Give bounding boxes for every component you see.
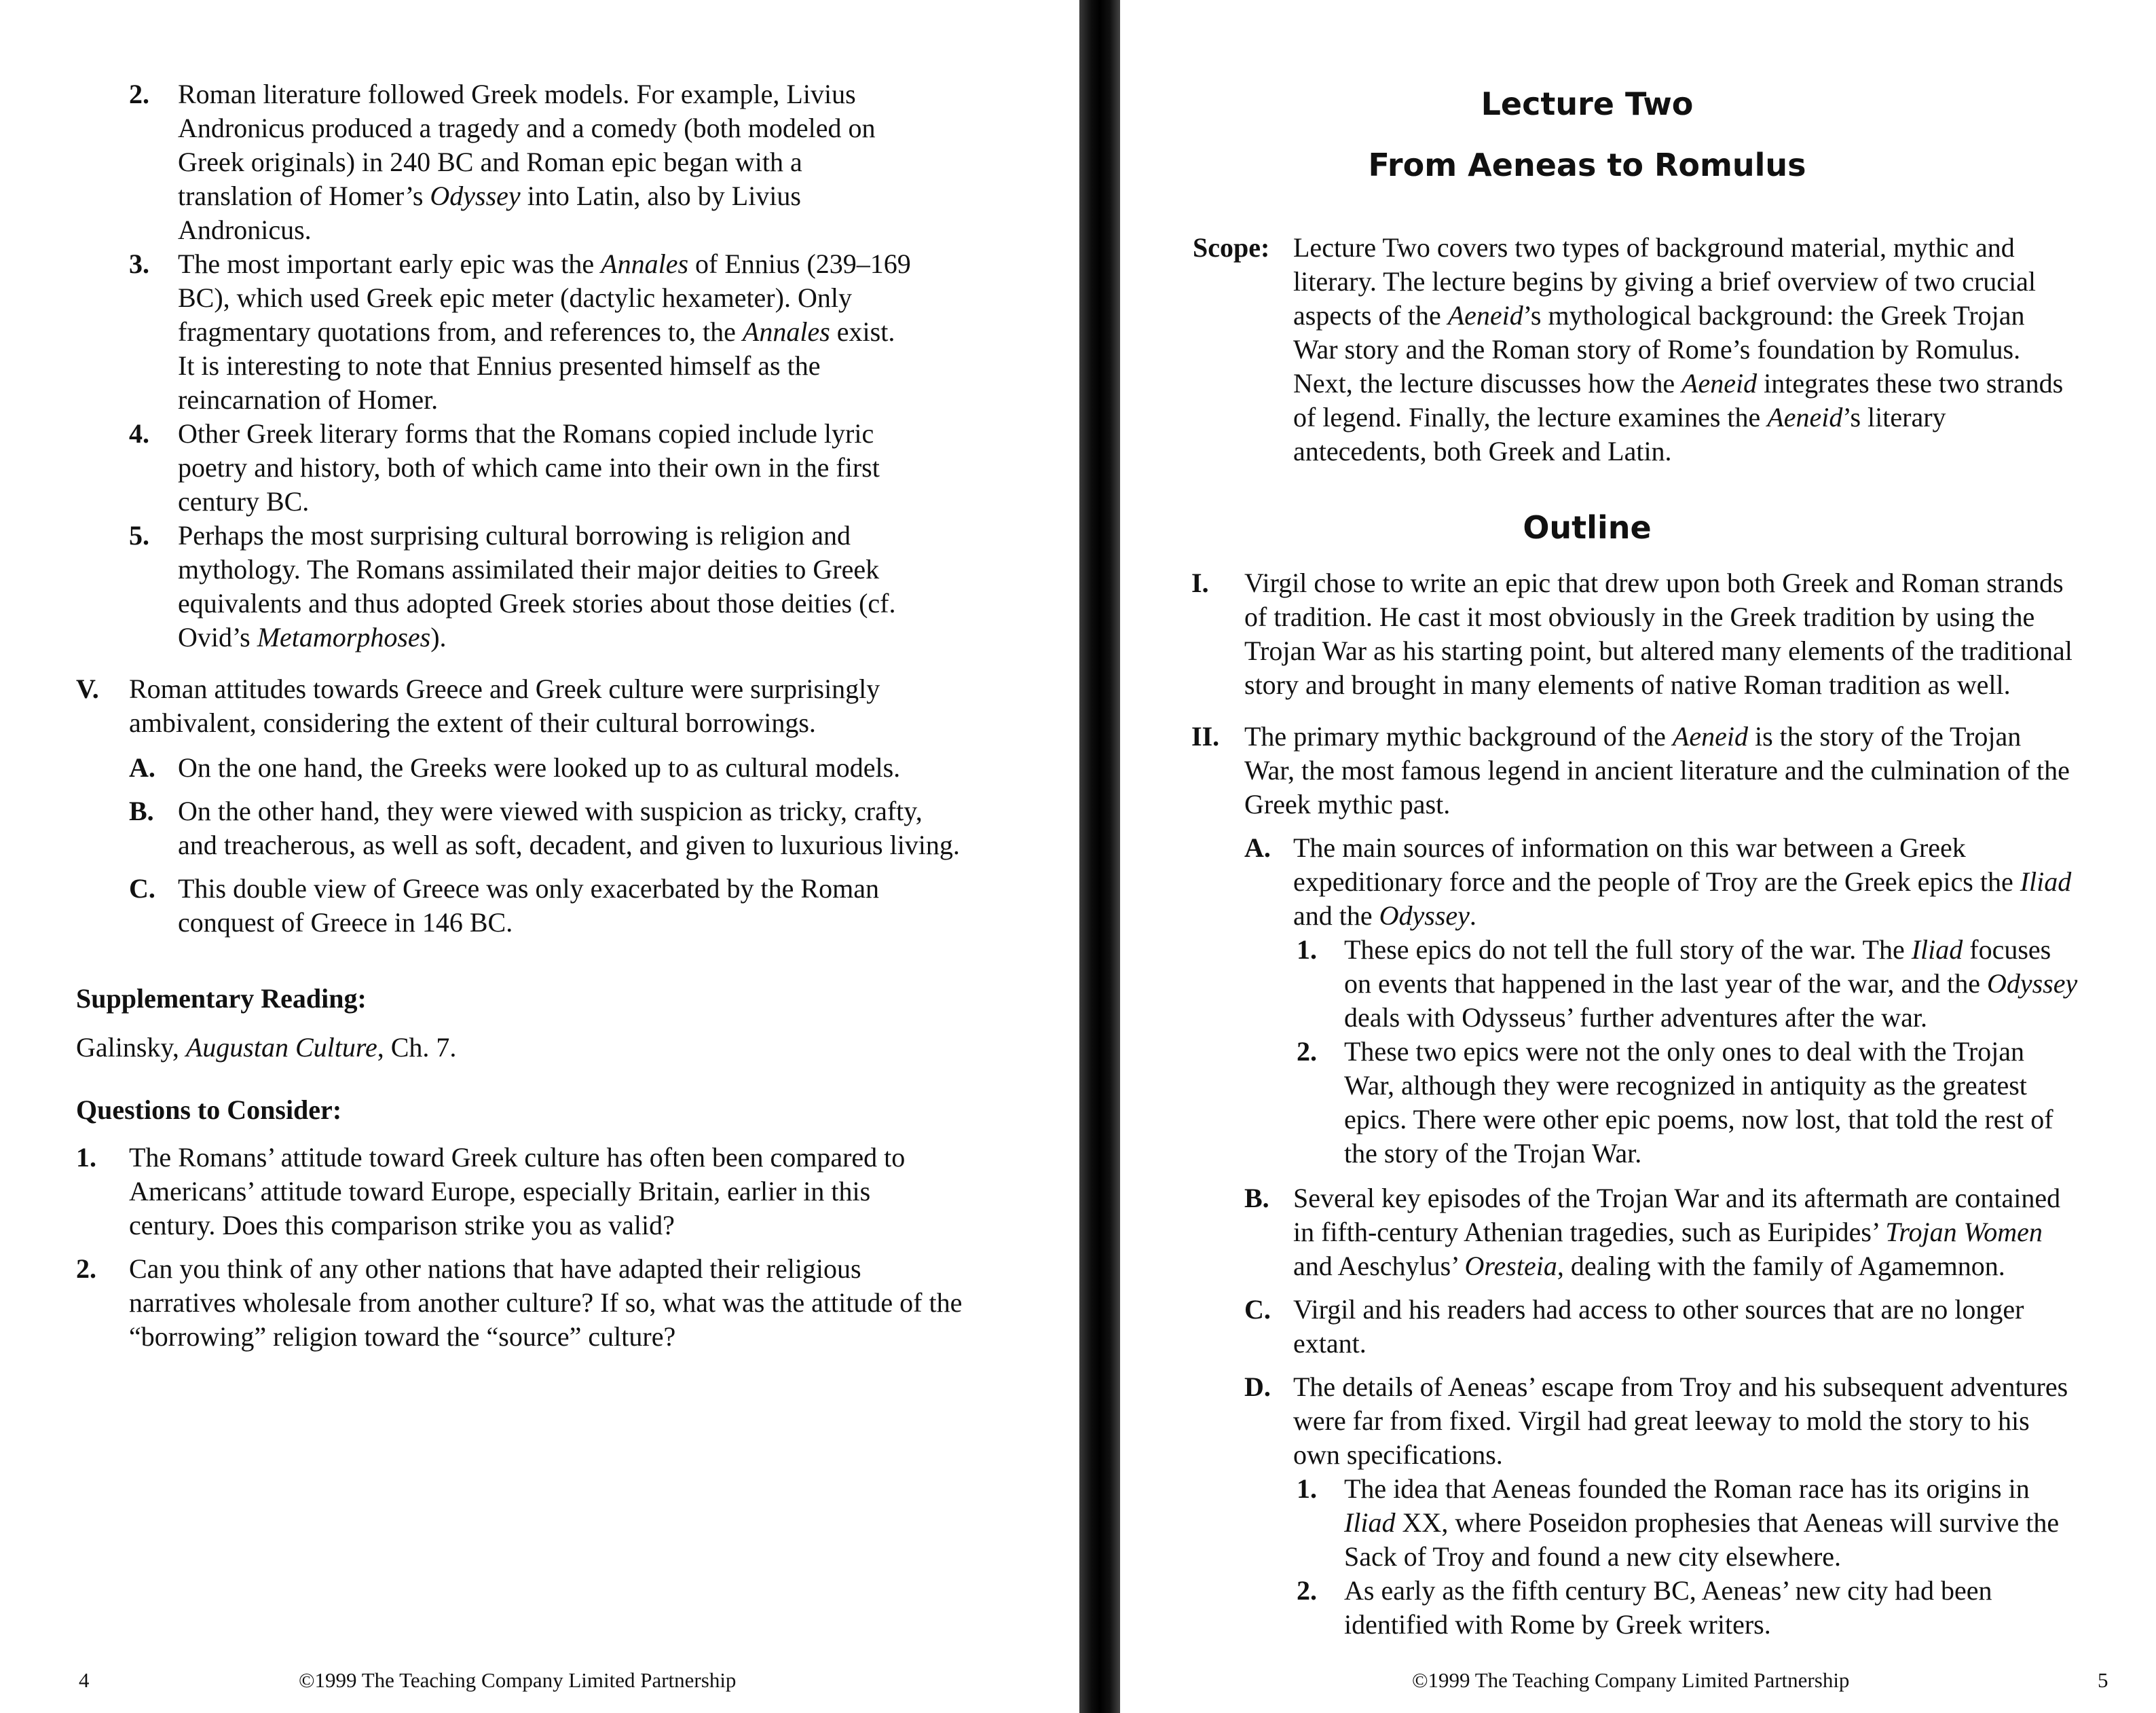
list-item: 2. These two epics were not the only ones to deal with the Trojan War, although they were recognized in antiquity as the greatest epics. There were other epic poems, now lost, that told the rest of the story of the Trojan War. xyxy=(1344,1035,2155,1171)
page-number: 5 xyxy=(2098,1668,2108,1692)
text-line: Several key episodes of the Trojan War and its aftermath are contained xyxy=(1293,1183,2061,1213)
text-line: As early as the fifth century BC, Aeneas’ new city had been xyxy=(1344,1575,1992,1606)
scope-block: Scope: Lecture Two covers two types of background material, mythic and literary. The lecture begins by giving a brief overview of two crucial aspects of the Aeneid’s mythological background: the Greek Trojan War story and the Roman story of Rome’s foundation by Romulus. Next, the lecture discusses how the Aeneid integrates these two strands of legend. Finally, the lecture examines the Aeneid’s literary antecedents, both Greek and Latin. xyxy=(1293,231,2149,468)
text-line: antecedents, both Greek and Latin. xyxy=(1293,436,1672,466)
text-line: Iliad XX, where Poseidon prophesies that Aeneas will survive the xyxy=(1344,1507,2060,1538)
text-line: BC), which used Greek epic meter (dactylic hexameter). Only xyxy=(178,282,852,313)
text-line: Ovid’s Metamorphoses). xyxy=(178,622,447,652)
text-line: translation of Homer’s Odyssey into Latin, also by Livius xyxy=(178,181,801,211)
list-item: 4. Other Greek literary forms that the Romans copied include lyric poetry and history, both of which came into their own in the first century BC. xyxy=(178,417,992,519)
text-line: on events that happened in the last year of the war, and the Odyssey xyxy=(1344,968,2078,999)
text-line: Andronicus. xyxy=(178,215,312,245)
text-line: On the one hand, the Greeks were looked up to as cultural models. xyxy=(178,752,901,783)
text-line: poetry and history, both of which came into their own in the first xyxy=(178,452,880,483)
questions-heading: Questions to Consider: xyxy=(76,1094,342,1125)
outline-heading: Outline xyxy=(1523,509,1652,546)
supplementary-reading-text: Galinsky, Augustan Culture, Ch. 7. xyxy=(76,1032,457,1063)
left-numbered-list xyxy=(129,77,992,655)
text-line: mythology. The Romans assimilated their major deities to Greek xyxy=(178,554,880,585)
text-line: Perhaps the most surprising cultural borrowing is religion and xyxy=(178,520,851,551)
page-number: 4 xyxy=(79,1668,90,1692)
text-line: equivalents and thus adopted Greek stories about those deities (cf. xyxy=(178,588,896,619)
text-line: These epics do not tell the full story of the war. The Iliad focuses xyxy=(1344,934,2051,965)
text-line: narratives wholesale from another culture? If so, what was the attitude of the xyxy=(129,1287,963,1318)
right-page xyxy=(1120,0,2156,1713)
list-item: 2. As early as the fifth century BC, Aeneas’ new city had been identified with Rome by Greek writers. xyxy=(1344,1574,2155,1642)
text-line: Americans’ attitude toward Europe, especially Britain, earlier in this xyxy=(129,1176,871,1207)
text-line: Roman literature followed Greek models. For example, Livius xyxy=(178,79,856,109)
text-line: fragmentary quotations from, and references to, the Annales exist. xyxy=(178,316,895,347)
text-line: were far from fixed. Virgil had great leeway to mold the story to his xyxy=(1293,1405,2030,1436)
text-line: the story of the Trojan War. xyxy=(1344,1138,1642,1168)
text-line: century. Does this comparison strike you as valid? xyxy=(129,1210,675,1240)
outline-item-c: C. Virgil and his readers had access to other sources that are no longer extant. xyxy=(1293,1293,2155,1361)
text-line: and treacherous, as well as soft, decadent, and given to luxurious living. xyxy=(178,830,960,860)
section-v: V. Roman attitudes towards Greece and Greek culture were surprisingly ambivalent, considering the extent of their cultural borrowings. xyxy=(129,672,1011,740)
text-line: Other Greek literary forms that the Romans copied include lyric xyxy=(178,418,874,449)
list-item: 1. These epics do not tell the full story of the war. The Iliad focuses on events that happened in the last year of the war, and the Odyssey deals with Odysseus’ further adventures after the war. xyxy=(1344,933,2155,1035)
text-line: story and brought in many elements of native Roman tradition as well. xyxy=(1244,669,2011,700)
list-item: 2. Can you think of any other nations that have adapted their religious narratives wholesale from another culture? If so, what was the attitude of the “borrowing” religion toward the “source” culture? xyxy=(129,1252,1011,1354)
list-item: B. On the other hand, they were viewed with suspicion as tricky, crafty, and treacherous, as well as soft, decadent, and given to luxurious living. xyxy=(178,794,1060,862)
section-v-subitems xyxy=(129,751,1060,940)
questions-list xyxy=(76,1141,1011,1354)
outline-item-b: B. Several key episodes of the Trojan War and its aftermath are contained in fifth-century Athenian tragedies, such as Euripides’ Trojan Women and Aeschylus’ Oresteia, dealing with the family of Agamemnon. xyxy=(1293,1181,2155,1283)
text-line: The primary mythic background of the Aeneid is the story of the Trojan xyxy=(1244,721,2022,752)
footer-copyright: ©1999 The Teaching Company Limited Partnership xyxy=(299,1668,737,1692)
outline-item-d: D. The details of Aeneas’ escape from Troy and his subsequent adventures were far from fixed. Virgil had great leeway to mold the story to his own specifications. xyxy=(1293,1370,2155,1472)
lecture-subtitle: From Aeneas to Romulus xyxy=(1368,147,1806,183)
text-line: of tradition. He cast it most obviously in the Greek tradition by using the xyxy=(1244,602,2035,632)
text-line: aspects of the Aeneid’s mythological background: the Greek Trojan xyxy=(1293,300,2025,331)
text-line: Greek originals) in 240 BC and Roman epic began with a xyxy=(178,147,802,177)
text-line: own specifications. xyxy=(1293,1439,1503,1470)
text-line: War story and the Roman story of Rome’s foundation by Romulus. xyxy=(1293,334,2021,365)
list-item: 1. The Romans’ attitude toward Greek culture has often been compared to Americans’ attitude toward Europe, especially Britain, earlier in this century. Does this comparison strike you as valid? xyxy=(129,1141,1011,1242)
text-line: identified with Rome by Greek writers. xyxy=(1344,1609,1771,1640)
text-line: War, the most famous legend in ancient literature and the culmination of the xyxy=(1244,755,2070,786)
text-line: literary. The lecture begins by giving a brief overview of two crucial xyxy=(1293,266,2037,297)
list-item: C. This double view of Greece was only exacerbated by the Roman conquest of Greece in 146 BC. xyxy=(178,872,1060,940)
outline-item-d-subitems xyxy=(1297,1472,2155,1642)
text-line: Virgil and his readers had access to other sources that are no longer xyxy=(1293,1294,2024,1325)
list-item: 5. Perhaps the most surprising cultural borrowing is religion and mythology. The Romans assimilated their major deities to Greek equivalents and thus adopted Greek stories about those deities (cf. Ovid’s Metamorphoses). xyxy=(178,519,992,655)
list-item: 2. Roman literature followed Greek models. For example, Livius Andronicus produced a tragedy and a comedy (both modeled on Greek originals) in 240 BC and Roman epic began with a translation of Homer’s Odyssey into Latin, also by Livius Andronicus. xyxy=(178,77,992,247)
outline-section-i: I. Virgil chose to write an epic that drew upon both Greek and Roman strands of tradition. He cast it most obviously in the Greek tradition by using the Trojan War as his starting point, but altered many elements of the traditional story and brought in many elements of native Roman tradition as well. xyxy=(1244,566,2154,702)
text-line: epics. There were other epic poems, now lost, that told the rest of xyxy=(1344,1104,2053,1135)
outline-item-a: A. The main sources of information on this war between a Greek expeditionary force and the people of Troy are the Greek epics the Iliad and the Odyssey. xyxy=(1293,831,2155,933)
text-line: These two epics were not the only ones to deal with the Trojan xyxy=(1344,1036,2025,1067)
book-binding-gutter xyxy=(1079,0,1120,1713)
text-line: ambivalent, considering the extent of their cultural borrowings. xyxy=(129,707,816,738)
text-line: Lecture Two covers two types of background material, mythic and xyxy=(1293,232,2015,263)
text-line: Next, the lecture discusses how the Aeneid integrates these two strands xyxy=(1293,368,2064,399)
text-line: Virgil chose to write an epic that drew upon both Greek and Roman strands xyxy=(1244,568,2064,598)
outline-item-a-subitems xyxy=(1297,933,2155,1171)
text-line: in fifth-century Athenian tragedies, such as Euripides’ Trojan Women xyxy=(1293,1217,2043,1247)
text-line: It is interesting to note that Ennius presented himself as the xyxy=(178,350,821,381)
text-line: On the other hand, they were viewed with suspicion as tricky, crafty, xyxy=(178,796,923,826)
text-line: and the Odyssey. xyxy=(1293,900,1476,931)
list-item: A. On the one hand, the Greeks were looked up to as cultural models. xyxy=(178,751,1060,785)
supplementary-reading-heading: Supplementary Reading: xyxy=(76,983,367,1014)
text-line: century BC. xyxy=(178,486,310,517)
text-line: Sack of Troy and found a new city elsewhere. xyxy=(1344,1541,1842,1572)
footer-copyright: ©1999 The Teaching Company Limited Partnership xyxy=(1412,1668,1850,1692)
text-line: Trojan War as his starting point, but altered many elements of the traditional xyxy=(1244,636,2073,666)
lecture-title: Lecture Two xyxy=(1481,86,1694,122)
text-line: Roman attitudes towards Greece and Greek culture were surprisingly xyxy=(129,674,880,704)
text-line: Can you think of any other nations that have adapted their religious xyxy=(129,1253,861,1284)
list-item: 1. The idea that Aeneas founded the Roman race has its origins in Iliad XX, where Poseidon prophesies that Aeneas will survive the Sack of Troy and found a new city elsewhere. xyxy=(1344,1472,2155,1574)
text-line: This double view of Greece was only exacerbated by the Roman xyxy=(178,873,879,904)
text-line: The main sources of information on this war between a Greek xyxy=(1293,832,1966,863)
outline-section-ii: II. The primary mythic background of the Aeneid is the story of the Trojan War, the most famous legend in ancient literature and the culmination of the Greek mythic past. xyxy=(1244,720,2154,822)
text-line: The details of Aeneas’ escape from Troy and his subsequent adventures xyxy=(1293,1371,2068,1402)
text-line: “borrowing” religion toward the “source” culture? xyxy=(129,1321,676,1352)
text-line: Andronicus produced a tragedy and a comedy (both modeled on xyxy=(178,113,876,143)
text-line: reincarnation of Homer. xyxy=(178,384,439,415)
text-line: The most important early epic was the Annales of Ennius (239–169 xyxy=(178,248,911,279)
list-item: 3. The most important early epic was the Annales of Ennius (239–169 BC), which used Greek epic meter (dactylic hexameter). Only fragmentary quotations from, and references to, the Annales exist. It is interesting to note that Ennius presented himself as the reincarnation of Homer. xyxy=(178,247,992,417)
text-line: War, although they were recognized in antiquity as the greatest xyxy=(1344,1070,2027,1101)
text-line: of legend. Finally, the lecture examines the Aeneid’s literary xyxy=(1293,402,1946,432)
text-line: expeditionary force and the people of Troy are the Greek epics the Iliad xyxy=(1293,866,2072,897)
text-line: conquest of Greece in 146 BC. xyxy=(178,907,513,938)
text-line: deals with Odysseus’ further adventures after the war. xyxy=(1344,1002,1927,1033)
text-line: Greek mythic past. xyxy=(1244,789,1451,819)
text-line: and Aeschylus’ Oresteia, dealing with the family of Agamemnon. xyxy=(1293,1251,2005,1281)
text-line: The idea that Aeneas founded the Roman race has its origins in xyxy=(1344,1473,2030,1504)
text-line: extant. xyxy=(1293,1328,1367,1359)
text-line: The Romans’ attitude toward Greek culture has often been compared to xyxy=(129,1142,906,1173)
